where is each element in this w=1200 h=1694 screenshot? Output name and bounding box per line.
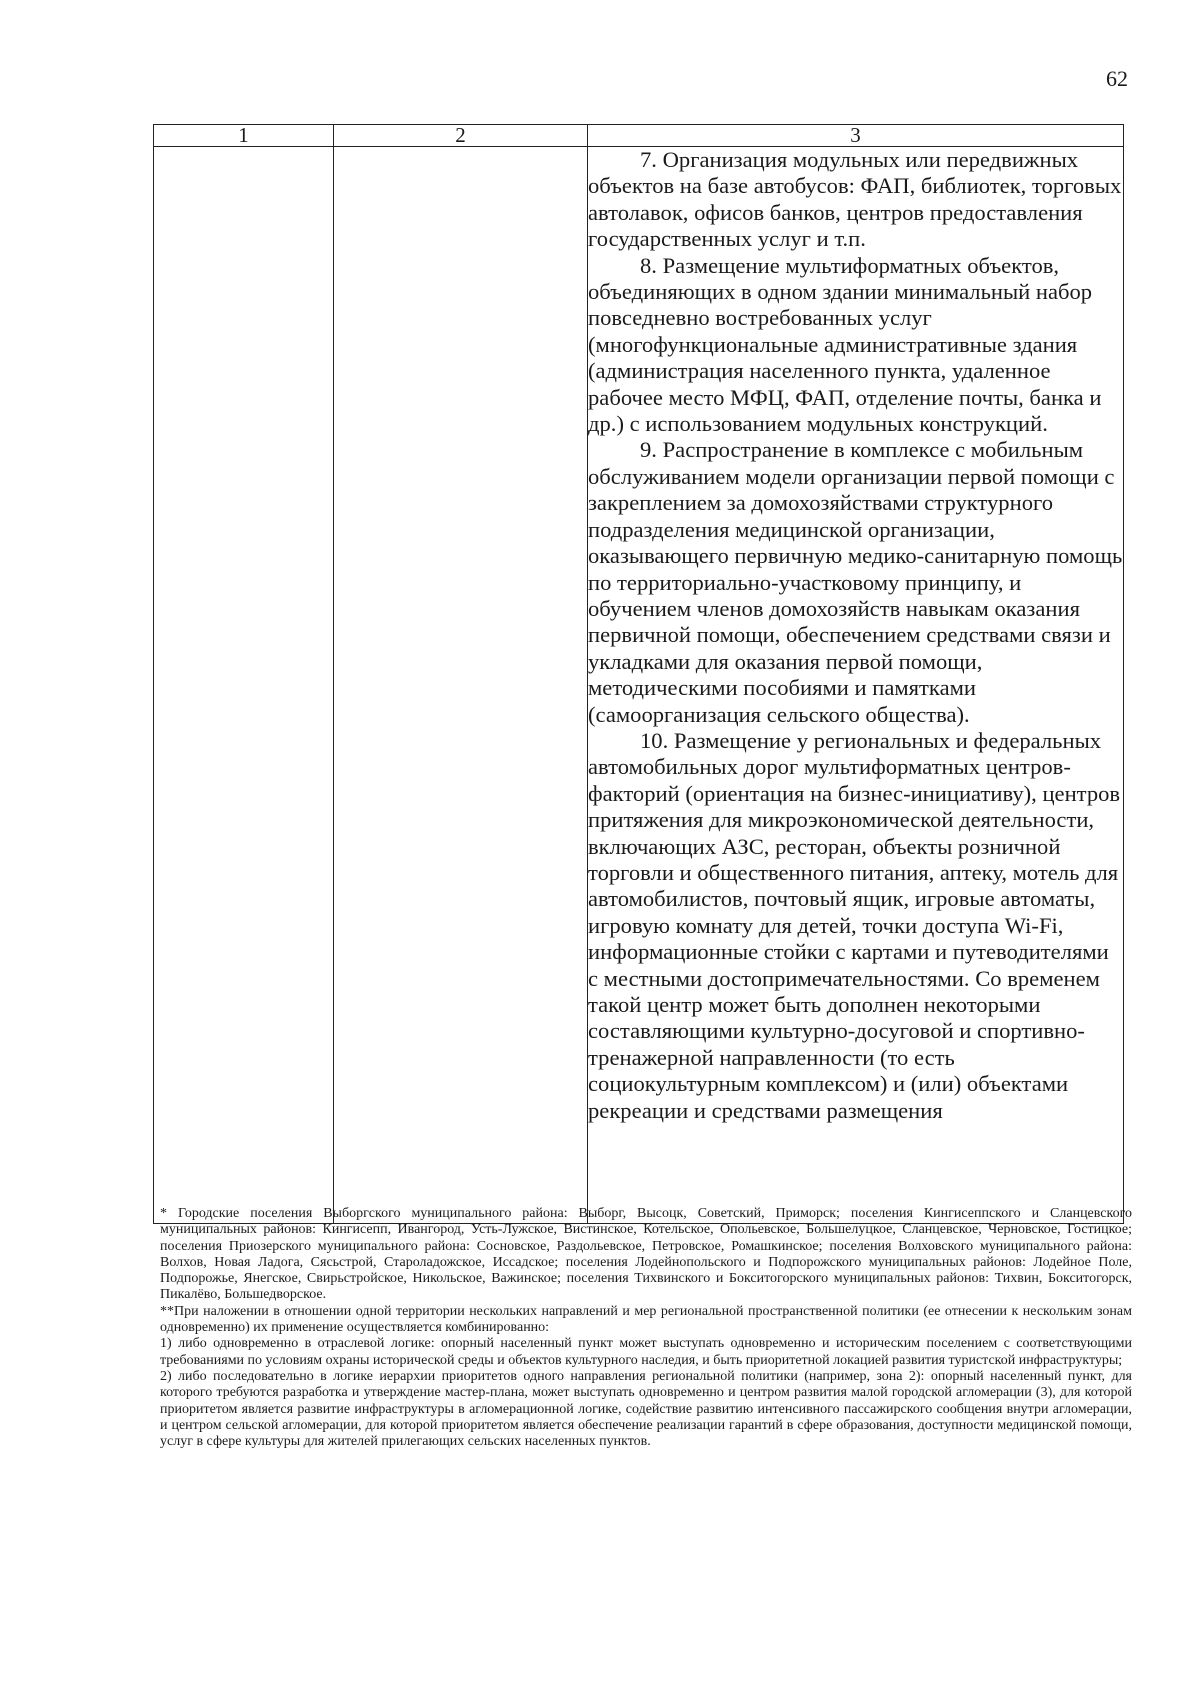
table-row [154,147,1124,1224]
footnote-1-mark: * [160,1206,167,1221]
table-cell-col2 [334,147,588,1224]
footnote-2-mark: ** [160,1303,174,1319]
footnotes [160,1206,1132,1450]
table-cell-col3 [588,147,1124,1224]
footnote-2 [160,1304,1132,1337]
footnote-1 [160,1206,1132,1304]
footnote-1-text: Городские поселения Выборгского муниципального района: Выборг, Высоцк, Советский, Приморск; поселения Кингисеппского и Сланцевского муниципальных районов: Кингисепп, Ивангород, Усть-Лужское, Вистинское, Котельское, Опольевское, Большелуцкое, Сланцевское, Черновское, Гостицкое; поселения Приозерского муниципального района: Сосновское, Раздольевское, Петровское, Ромашкинское; поселения Волховского муниципального района: Волхов, Новая Ладога, Сясьстрой, Староладожское, Иссадское; поселения Лодейнопольского и Подпорожского муниципальных районов: Лодейное Поле, Подпорожье, Янегское, Свирьстройское, Никольское, Важинское; поселения Тихвинского и Бокситогорского муниципальных районов: Тихвин, Бокситогорск, Пикалёво, Большедворское. [160,1206,1132,1303]
column-header-2: 2 [334,125,588,147]
table-cell-col1 [154,147,334,1224]
measures-table [153,124,1124,1224]
column-header-1: 1 [154,125,334,147]
footnote-2-item-2: 2) либо последовательно в логике иерархии приоритетов одного направления региональной политики (например, зона 2): опорный населенный пункт, для которого требуются разработка и утверждение мастер-плана, может выступать одновременно и центром развития малой городской агломерации (3), для которой приоритетом является развитие инфраструктуры в агломерационной логике, содействие развитию интенсивного пассажирского сообщения внутри агломерации, и центром сельской агломерации, для которой приоритетом является обеспечение реализации гарантий в сфере образования, доступности медицинской помощи, услуг в сфере культуры для жителей прилегающих сельских населенных пунктов. [160,1368,1132,1450]
measure-8-paragraph: 8. Размещение мультиформатных объектов, объединяющих в одном здании минимальный набор повседневно востребованных услуг (многофункциональные административные здания (администрация населенного пункта, удаленное рабочее место МФЦ, ФАП, отделение почты, банка и др.) с использованием модульных конструкций. [588,252,1102,437]
table-header-row [154,125,1124,147]
footnote-2-item-1: 1) либо одновременно в отраслевой логике: опорный населенный пункт может выступать одновременно и историческим поселением с соответствующими требованиями по условиям охраны исторической среды и объектов культурного наследия, и быть приоритетной локацией развития туристской инфраструктуры; [160,1336,1132,1368]
measure-10-paragraph: 10. Размещение у региональных и федеральных автомобильных дорог мультиформатных центров-факторий (ориентация на бизнес-инициативу), центров притяжения для микроэкономической деятельности, включающих АЗС, ресторан, объекты розничной торговли и общественного питания, аптеку, мотель для автомобилистов, почтовый ящик, игровые автоматы, игровую комнату для детей, точки доступа Wi-Fi, информационные стойки с картами и путеводителями с местными достопримечательностями. Со временем такой центр может быть дополнен некоторыми составляющими культурно-досуговой и спортивно-тренажерной направленности (то есть социокультурным комплексом) и (или) объектами рекреации и средствами размещения [588,727,1121,1123]
footnote-2-text: При наложении в отношении одной территории нескольких направлений и мер региональной пространственной политики (ее отнесении к нескольким зонам одновременно) их применение осуществляется комбинированно: [160,1303,1132,1336]
measure-7-paragraph: 7. Организация модульных или передвижных объектов на базе автобусов: ФАП, библиотек, торговых автолавок, офисов банков, центров предоставления государственных услуг и т.п. [588,147,1122,252]
page-number: 62 [1106,66,1128,91]
measure-9-paragraph: 9. Распространение в комплексе с мобильным обслуживанием модели организации первой помощи с закреплением за домохозяйствами структурного подразделения медицинской организации, оказывающего первичную медико-санитарную помощь по территориально-участковому принципу, и обучением членов домохозяйств навыкам оказания первичной помощи, обеспечением средствами связи и укладками для оказания первой помощи, методическими пособиями и памятками (самоорганизация сельского общества). [588,437,1123,727]
column-header-3: 3 [588,125,1124,147]
